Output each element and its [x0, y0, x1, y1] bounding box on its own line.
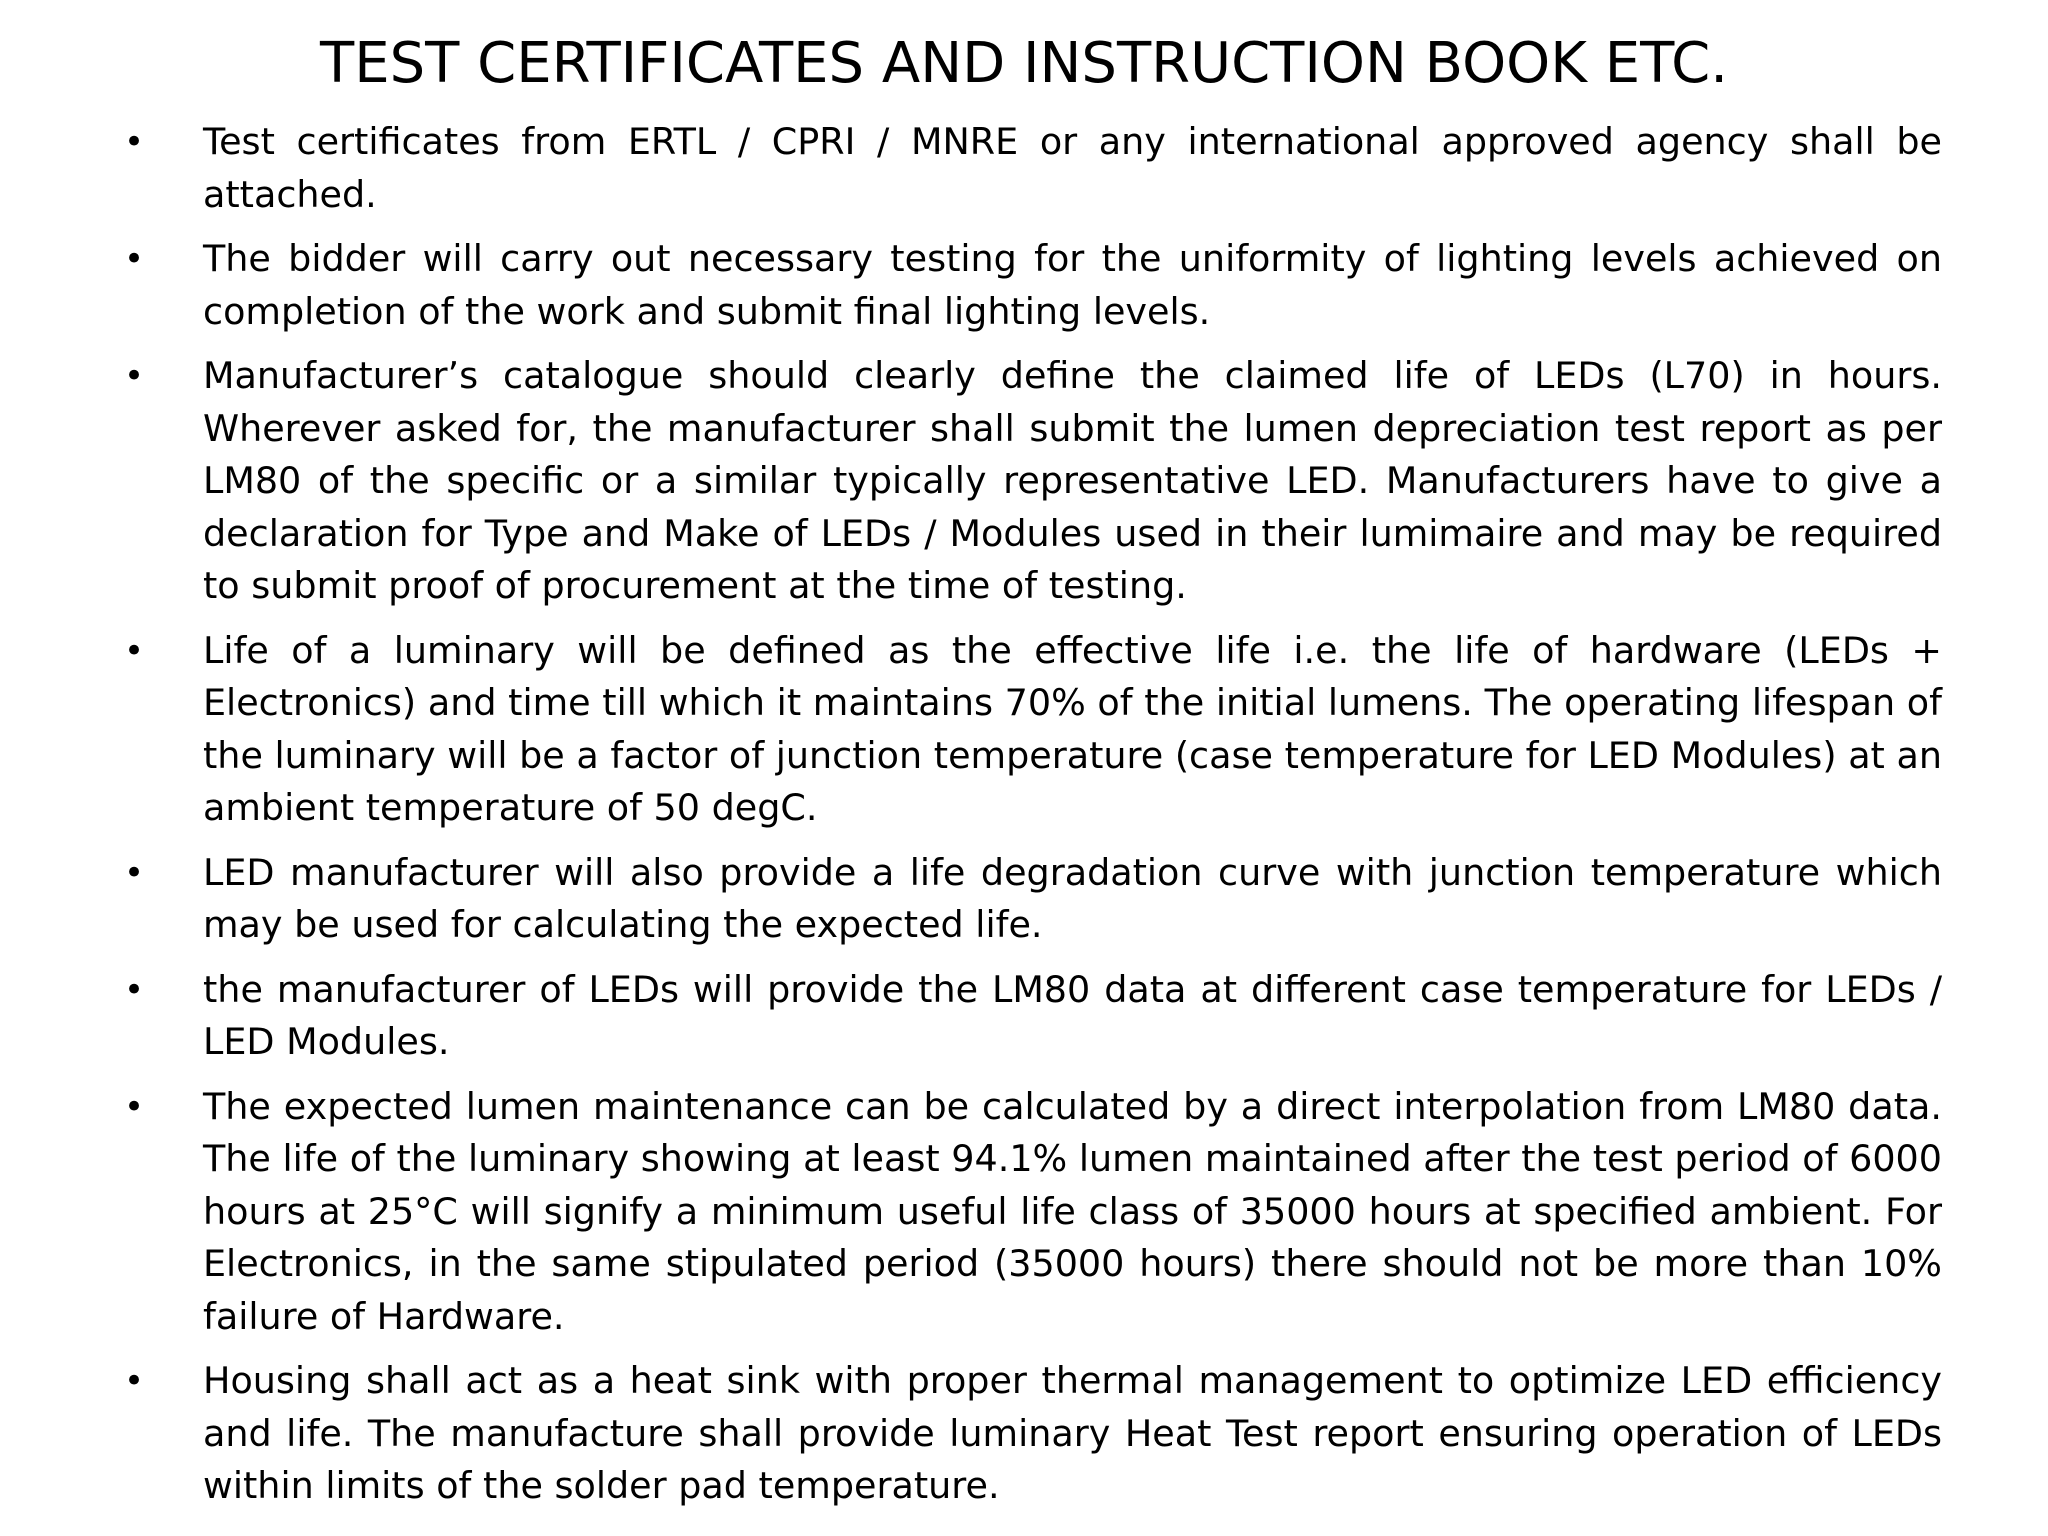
bullet-icon: •	[124, 239, 145, 279]
bullet-text: Life of a luminary will be defined as the effective life i.e. the life of hardware (LEDs + Electronics) and time till which it maintains 70% of the initial lumens. The operating lifespan of the luminary will be a factor of junction temperature (case temperature for LED Modules) at an ambient temperature of 50 degC.	[203, 628, 1942, 829]
bullet-item	[120, 116, 1942, 221]
bullet-item	[120, 1355, 1942, 1513]
bullet-icon: •	[124, 630, 145, 671]
bullet-text: The expected lumen maintenance can be calculated by a direct interpolation from LM80 data. The life of the luminary showing at least 94.1% lumen maintained after the test period of 6000 hours at 25°C will signify a minimum useful life class of 35000 hours at specified ambient. For Electronics, in the same stipulated period (35000 hours) there should not be more than 10% failure of Hardware.	[203, 1084, 1942, 1338]
bullet-item	[120, 964, 1942, 1069]
bullet-item	[120, 847, 1942, 952]
bullet-icon: •	[124, 1361, 145, 1401]
bullet-item	[120, 625, 1942, 835]
bullet-item	[120, 1081, 1942, 1344]
bullet-item	[120, 233, 1942, 338]
bullet-icon: •	[124, 122, 145, 162]
bullet-text: Housing shall act as a heat sink with proper thermal management to optimize LED efficiency and life. The manufacture shall provide luminary Heat Test report ensuring operation of LEDs within limits of the solder pad temperature.	[203, 1359, 1942, 1507]
bullet-text: Manufacturer’s catalogue should clearly define the claimed life of LEDs (L70) in hours. Wherever asked for, the manufacturer shall submit the lumen depreciation test report as per LM80 of the specific or a similar typically representative LED. Manufacturers have to give a declaration for Type and Make of LEDs / Modules used in their lumimaire and may be required to submit proof of procurement at the time of testing.	[203, 354, 1942, 607]
bullet-item	[120, 350, 1942, 613]
bullet-text: LED manufacturer will also provide a life degradation curve with junction temperature which may be used for calculating the expected life.	[203, 850, 1942, 946]
bullet-list	[120, 116, 1942, 1525]
bullet-text: The bidder will carry out necessary testing for the uniformity of lighting levels achieved on completion of the work and submit final lighting levels.	[203, 237, 1942, 333]
bullet-icon: •	[124, 356, 145, 396]
bullet-icon: •	[124, 969, 145, 1010]
bullet-text: the manufacturer of LEDs will provide the LM80 data at different case temperature for LEDs / LED Modules.	[203, 967, 1942, 1063]
bullet-icon: •	[124, 852, 145, 893]
bullet-icon: •	[124, 1086, 145, 1127]
bullet-text: Test certificates from ERTL / CPRI / MNRE or any international approved agency shall be attached.	[203, 120, 1942, 216]
slide-title: TEST CERTIFICATES AND INSTRUCTION BOOK ETC.	[319, 31, 1728, 96]
